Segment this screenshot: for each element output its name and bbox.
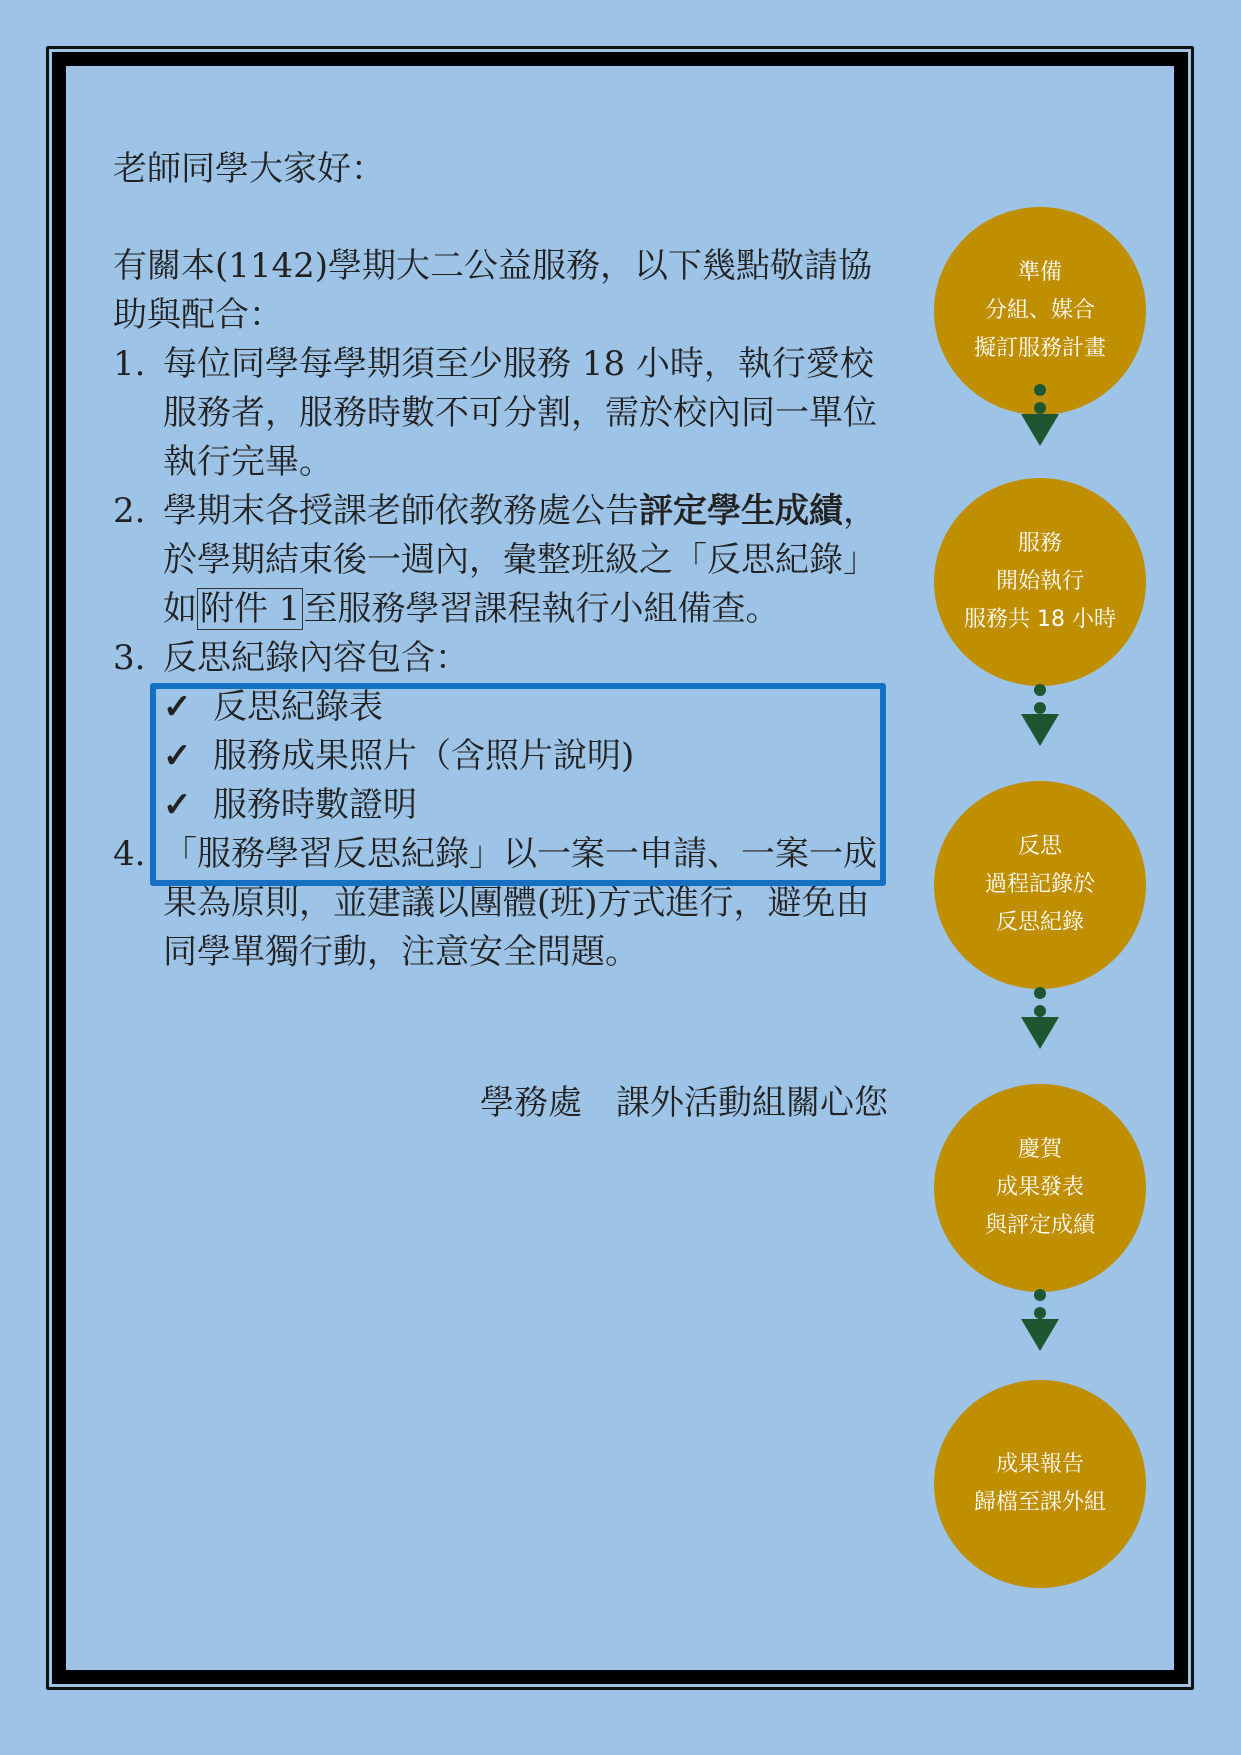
item-text-before: 學期末各授課老師依教務處公告 bbox=[163, 491, 639, 531]
flow-step-celebrate bbox=[934, 1084, 1146, 1292]
step-line: 開始執行 bbox=[995, 569, 1084, 594]
highlight-box bbox=[150, 683, 886, 886]
item-text: 反思紀錄內容包含： bbox=[163, 638, 469, 678]
item-number: 4. bbox=[113, 834, 146, 874]
step-line: 分組、媒合 bbox=[984, 298, 1095, 323]
step-line: 與評定成績 bbox=[984, 1213, 1095, 1238]
checklist-text: 服務成果照片（含照片說明) bbox=[213, 736, 635, 776]
step-line: 成果報告 bbox=[995, 1452, 1084, 1477]
flow-step-reflect bbox=[934, 781, 1146, 989]
step-line: 服務 bbox=[1017, 531, 1062, 556]
greeting: 老師同學大家好： bbox=[113, 149, 385, 189]
flow-arrow-icon bbox=[1019, 682, 1061, 752]
item-text: 每位同學每學期須至少服務 18 小時，執行愛校服務者，服務時數不可分割，需於校內同一單位執行完畢。 bbox=[163, 344, 877, 482]
attachment-reference: 附件 1 bbox=[197, 588, 303, 630]
list-item-2 bbox=[113, 487, 893, 634]
flow-step-service bbox=[934, 478, 1146, 686]
step-line: 歸檔至課外組 bbox=[973, 1490, 1106, 1515]
item-number: 3. bbox=[113, 638, 146, 678]
step-line: 慶賀 bbox=[1017, 1137, 1062, 1162]
item-number: 2. bbox=[113, 491, 146, 531]
step-line: 服務共 18 小時 bbox=[964, 607, 1116, 632]
item-number: 1. bbox=[113, 344, 146, 384]
item-text-middle: ，於學期結束後一週內，彙整班級之「反思紀錄」如 bbox=[163, 491, 877, 629]
step-line: 擬訂服務計畫 bbox=[973, 336, 1106, 361]
intro-paragraph: 有關本(1142)學期大二公益服務，以下幾點敬請協助與配合： bbox=[113, 246, 873, 335]
list-item-1 bbox=[113, 340, 893, 487]
flow-arrow-icon bbox=[1019, 985, 1061, 1055]
checklist-text: 反思紀錄表 bbox=[213, 687, 383, 727]
signature: 學務處 課外活動組關心您 bbox=[480, 1083, 888, 1123]
item-text-bold: 評定學生成績 bbox=[639, 491, 843, 531]
step-line: 反思紀錄 bbox=[995, 910, 1084, 935]
checkmark-icon: ✓ bbox=[163, 785, 192, 825]
checkmark-icon: ✓ bbox=[163, 736, 192, 776]
item-text: 「服務學習反思紀錄」以一案一申請、一案一成果為原則，並建議以團體(班)方式進行，避免由同學單獨行動，注意安全問題。 bbox=[163, 834, 877, 972]
flow-arrow-icon bbox=[1019, 1287, 1061, 1357]
step-line: 過程記錄於 bbox=[984, 872, 1095, 897]
flow-step-report bbox=[934, 1380, 1146, 1588]
step-line: 準備 bbox=[1017, 260, 1062, 285]
flow-arrow-icon bbox=[1019, 382, 1061, 452]
step-line: 成果發表 bbox=[995, 1175, 1084, 1200]
checklist-text: 服務時數證明 bbox=[213, 785, 417, 825]
step-line: 反思 bbox=[1017, 834, 1062, 859]
checkmark-icon: ✓ bbox=[163, 687, 192, 727]
item-text-after: 至服務學習課程執行小組備查。 bbox=[303, 589, 780, 629]
